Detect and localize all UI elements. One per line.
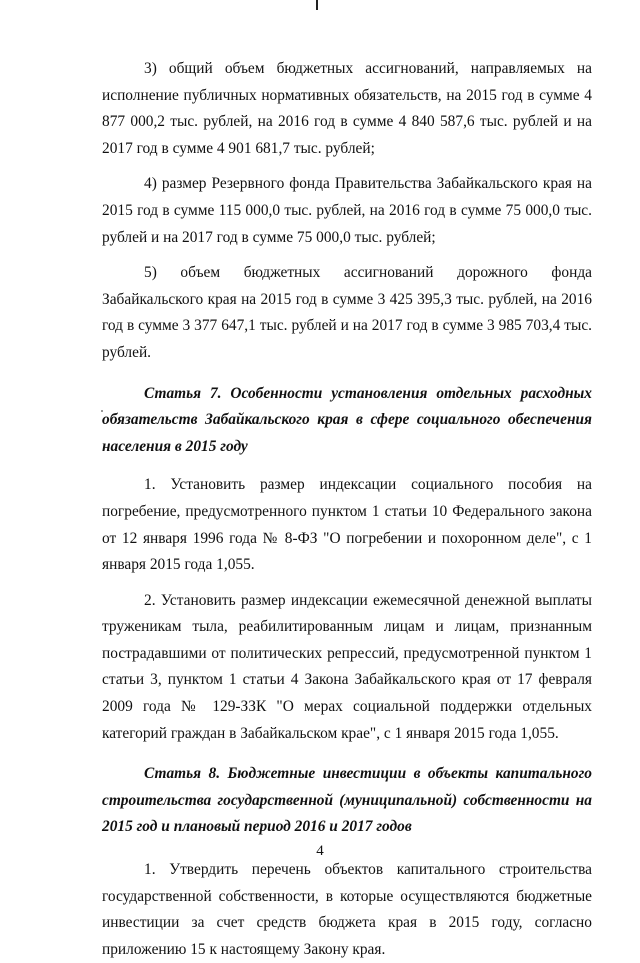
scan-edge-mark bbox=[316, 0, 318, 10]
document-body bbox=[102, 56, 592, 963]
article-7-item-1: 1. Установить размер индексации социального пособия на погребение, предусмотренного пунктом 1 статьи 10 Федерального закона от 12 января 1996 года № 8-ФЗ "О погребении и похоронном деле", с 1 января 2015 года 1,055. bbox=[102, 476, 592, 574]
paragraph-road-fund: 5) объем бюджетных ассигнований дорожного фонда Забайкальского края на 2015 год в сумме 3 425 395,3 тыс. рублей, на 2016 год в сумме 3 377 647,1 тыс. рублей и на 2017 год в сумме 3 985 703,4 тыс. рублей. bbox=[102, 264, 592, 361]
paragraph-reserve-obligations: 3) общий объем бюджетных ассигнований, направляемых на исполнение публичных нормативных обязательств, на 2015 год в сумме 4 877 000,2 тыс. рублей, на 2016 год в сумме 4 840 587,6 тыс. рублей и на 2017 год в сумме 4 901 681,7 тыс. рублей; bbox=[102, 60, 592, 157]
article-7-item-2: 2. Установить размер индексации ежемесячной денежной выплаты труженикам тыла, реабилитированным лицам и лицам, признанным пострадавшими от политических репрессий, предусмотренной пунктом 1 статьи 3, пунктом 1 статьи 4 Закона Забайкальского края от 17 февраля 2009 года № 129-ЗЗК "О мерах социальной поддержки отдельных категорий граждан в Забайкальском крае", с 1 января 2015 года 1,055. bbox=[102, 591, 592, 742]
article-7-heading: Статья 7. Особенности установления отдельных расходных обязательств Забайкальского края в сфере социального обеспечения населения в 2015 году bbox=[102, 384, 592, 455]
article-8-item-1: 1. Утвердить перечень объектов капитального строительства государственной собственности, в которые осуществляются бюджетные инвестиции за счет средств бюджета края в 2015 году, согласно приложению 15 к настоящему Закону края. bbox=[102, 861, 592, 958]
page-number: 4 bbox=[316, 843, 324, 859]
article-8-heading: Статья 8. Бюджетные инвестиции в объекты капитального строительства государственной (муниципальной) собственности на 2015 год и плановый период 2016 и 2017 годов bbox=[102, 765, 592, 836]
paragraph-reserve-fund: 4) размер Резервного фонда Правительства Забайкальского края на 2015 год в сумме 115 000,0 тыс. рублей, на 2016 год в сумме 75 000,0 тыс. рублей и на 2017 год в сумме 75 000,0 тыс. рублей; bbox=[102, 175, 592, 246]
